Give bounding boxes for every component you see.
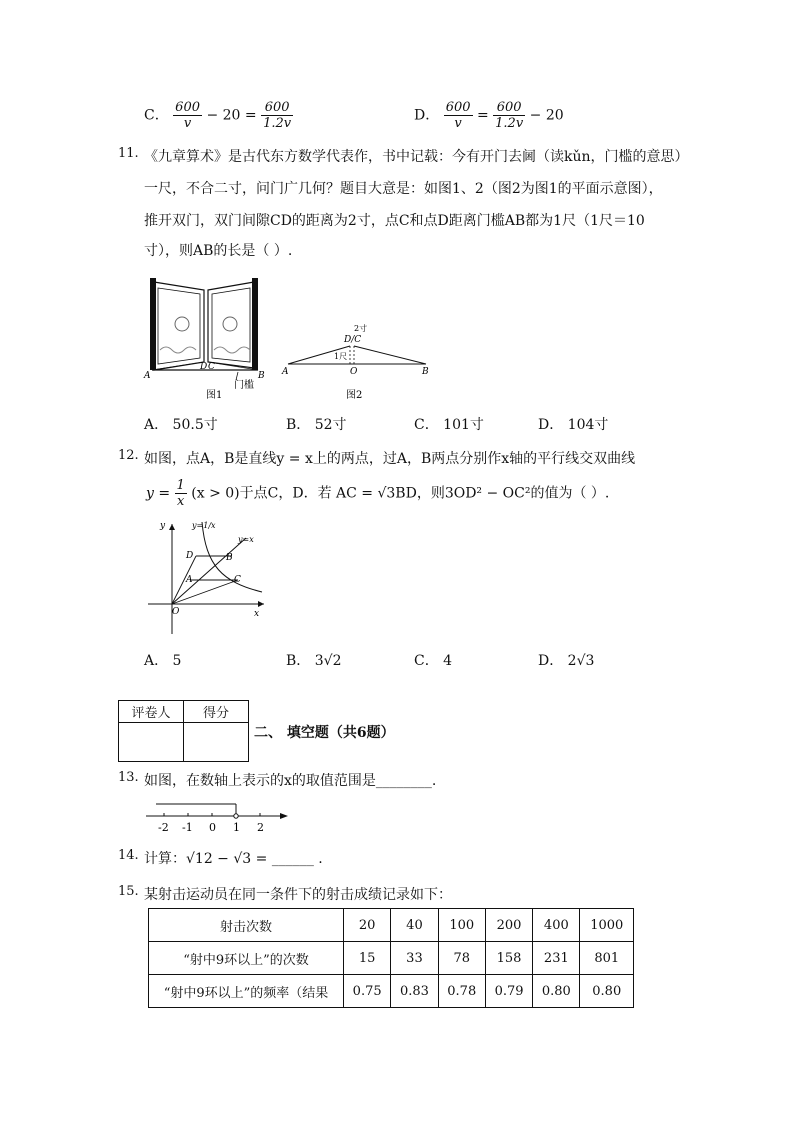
table-cell: 801 <box>580 942 634 975</box>
q12-option-a: A． 5 <box>144 653 182 669</box>
label-B: B <box>226 553 233 563</box>
q13-number-line <box>144 800 294 834</box>
label-A: A <box>144 371 151 381</box>
label-1chi: 1尺 <box>334 352 348 361</box>
q11-option-d: D． 104寸 <box>538 417 609 433</box>
table-row <box>149 942 634 975</box>
table-cell: 100 <box>438 909 485 942</box>
label-y: y <box>160 521 166 531</box>
table-cell: 78 <box>438 942 485 975</box>
table-cell: “射中9环以上”的频率（结果 <box>149 975 344 1008</box>
q11-option-c: C． 101寸 <box>414 417 484 433</box>
q11-figure2 <box>280 320 440 402</box>
fraction: $\frac{600}{1.2v}$ <box>263 100 292 131</box>
q11-line3: 推开双门，双门间隙CD的距离为2寸，点C和点D距离门槛AB都为1尺（1尺＝10 <box>144 213 645 229</box>
q15-text: 某射击运动员在同一条件下的射击成绩记录如下： <box>144 887 452 903</box>
q11-option-a: A． 50.5寸 <box>144 417 218 433</box>
table-cell: 158 <box>485 942 532 975</box>
figure-caption: 图2 <box>346 390 363 401</box>
label-2cun: 2寸 <box>354 324 368 333</box>
q12-option-c: C． 4 <box>414 653 453 669</box>
q11-option-b: B． 52寸 <box>286 417 347 433</box>
question-number: 15. <box>118 884 139 899</box>
q11-line4: 寸），则AB的长是（ ）. <box>144 243 293 259</box>
q10-option-d: D． $\frac{600}{v}$ = $\frac{600}{1.2v}$ − 20 <box>414 100 564 131</box>
label-curve: y=1/x <box>192 521 216 530</box>
grader-header: 评卷人 <box>119 701 184 723</box>
label-threshold: 门槛 <box>234 380 254 391</box>
fraction: $\frac{600}{v}$ <box>175 100 200 131</box>
q12-line1: 如图，点A，B是直线y = x上的两点，过A，B两点分别作x轴的平行线交双曲线 <box>144 451 636 467</box>
q15-table <box>148 908 634 1008</box>
fraction: $\frac{600}{v}$ <box>445 100 471 131</box>
label-D: D <box>186 551 194 561</box>
score-table <box>118 700 249 762</box>
score-cell[interactable] <box>184 723 249 762</box>
table-cell: 0.75 <box>344 975 391 1008</box>
q12-option-d: D． 2√3 <box>538 653 595 669</box>
table-row <box>149 975 634 1008</box>
label-D: D <box>200 362 208 372</box>
table-cell: 231 <box>533 942 580 975</box>
q11-line2: 一尺，不合二寸，问门广几何？题目大意是：如图1、2（图2为图1的平面示意图）， <box>144 181 663 197</box>
q12-graph <box>142 516 272 638</box>
table-row <box>149 909 634 942</box>
label-A: A <box>282 367 289 377</box>
figure-caption: 图1 <box>206 390 223 401</box>
table-cell: 200 <box>485 909 532 942</box>
table-cell: 0.79 <box>485 975 532 1008</box>
table-cell: 40 <box>391 909 438 942</box>
fraction: $\frac{1}{x}$ <box>176 478 185 509</box>
tick-label: 1 <box>233 821 240 834</box>
label-DC: D/C <box>344 335 362 345</box>
label-C: C <box>234 575 241 585</box>
tick-label: -1 <box>182 821 193 834</box>
question-number: 11. <box>118 146 139 161</box>
tick-label: 2 <box>257 821 264 834</box>
table-cell: 15 <box>344 942 391 975</box>
label-B: B <box>258 371 265 381</box>
label-x: x <box>254 609 260 619</box>
question-number: 14. <box>118 848 139 863</box>
table-cell: 0.78 <box>438 975 485 1008</box>
section-title: 二、 填空题（共6题） <box>254 725 395 741</box>
question-number: 12. <box>118 448 139 463</box>
label-O: O <box>172 607 180 617</box>
table-cell: 0.80 <box>580 975 634 1008</box>
tick-label: 0 <box>209 821 216 834</box>
label-B: B <box>422 367 429 377</box>
q11-figure1 <box>142 272 282 402</box>
table-cell: 射击次数 <box>149 909 344 942</box>
q14-text: 计算：√12 − √3 = ______ . <box>144 851 323 867</box>
table-cell: 0.80 <box>533 975 580 1008</box>
q12-line2: y = $\frac{1}{x}$ (x > 0)于点C，D．若 AC = √3BD，则3OD² − OC²的值为（ ）. <box>146 478 610 509</box>
label-O: O <box>350 367 358 377</box>
q13-text: 如图，在数轴上表示的x的取值范围是________. <box>144 773 437 789</box>
table-cell: 20 <box>344 909 391 942</box>
label-C: C <box>208 362 215 372</box>
label-A: A <box>186 575 193 585</box>
score-header: 得分 <box>184 701 249 723</box>
question-number: 13. <box>118 770 139 785</box>
label-line: y=x <box>238 535 254 544</box>
table-cell: 33 <box>391 942 438 975</box>
table-cell: “射中9环以上”的次数 <box>149 942 344 975</box>
table-cell: 0.83 <box>391 975 438 1008</box>
q12-option-b: B． 3√2 <box>286 653 342 669</box>
table-cell: 1000 <box>580 909 634 942</box>
fraction: $\frac{600}{1.2v}$ <box>495 100 524 131</box>
grader-cell[interactable] <box>119 723 184 762</box>
tick-label: -2 <box>158 821 169 834</box>
table-cell: 400 <box>533 909 580 942</box>
q10-option-c: C． $\frac{600}{v}$ − 20 = $\frac{600}{1.2v}$ <box>144 100 292 131</box>
q11-line1: 《九章算术》是古代东方数学代表作，书中记载：今有开门去阃（读kǔn，门槛的意思） <box>144 149 689 165</box>
